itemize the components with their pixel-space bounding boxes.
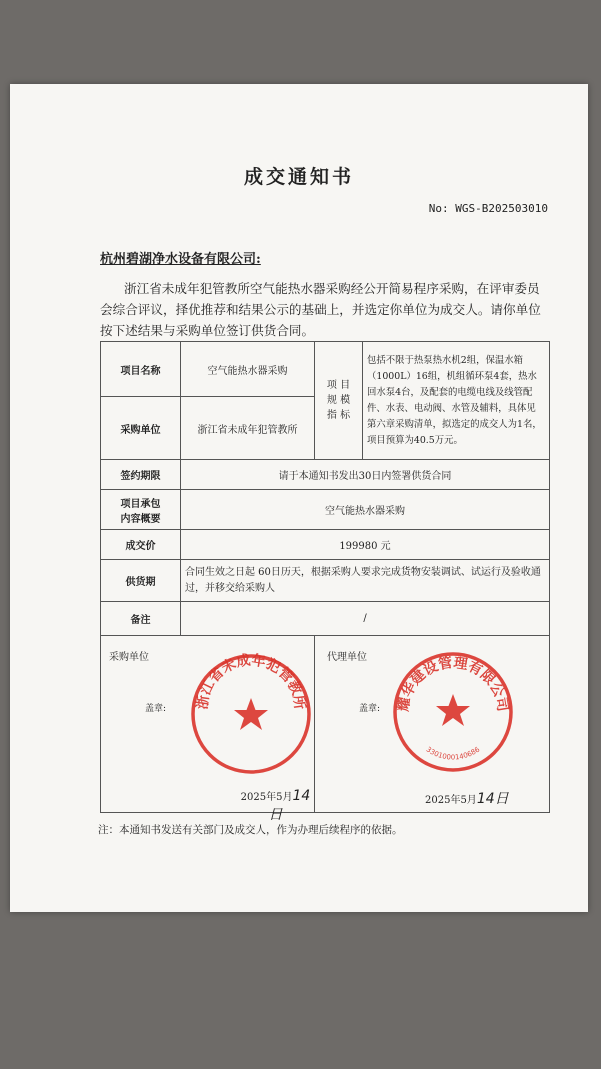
project-scale-label xyxy=(315,342,363,460)
scale-char: 目 xyxy=(340,380,351,391)
sign-period-value: 请于本通知书发出30日内签署供货合同 xyxy=(181,460,550,490)
addressee: 杭州碧湖净水设备有限公司: xyxy=(100,252,261,267)
remark-value: / xyxy=(181,602,550,636)
content-summary-value: 空气能热水器采购 xyxy=(181,490,550,530)
content-label-line: 内容概要 xyxy=(120,513,161,525)
sign-period-label: 签约期限 xyxy=(101,460,181,490)
project-name: 空气能热水器采购 xyxy=(181,342,315,397)
remark-label: 备注 xyxy=(101,602,181,636)
scale-char: 指 xyxy=(326,410,337,421)
price-value: 199980 元 xyxy=(181,530,550,560)
purchaser-value: 浙江省未成年犯管教所 xyxy=(181,397,315,460)
table-row xyxy=(101,530,550,560)
purchaser-date xyxy=(237,788,314,824)
table-row xyxy=(101,636,550,813)
table-row xyxy=(101,602,550,636)
table-row xyxy=(101,460,550,490)
purchaser-seal-cell xyxy=(101,636,315,823)
agent-seal-label: 代理单位 xyxy=(327,652,367,663)
content-summary-label xyxy=(101,490,181,530)
scale-char: 项 xyxy=(326,380,337,391)
stamp-label: 盖章: xyxy=(359,704,381,714)
svg-text:耀华建设管理有限公司: 耀华建设管理有限公司 xyxy=(395,655,511,713)
table-row xyxy=(101,560,550,602)
purchaser-official-seal xyxy=(187,650,315,778)
document-title: 成交通知书 xyxy=(243,166,354,188)
scale-char: 标 xyxy=(340,410,351,421)
handwritten-day: 14日 xyxy=(268,788,311,823)
stamp-label: 盖章: xyxy=(145,704,167,714)
agent-date xyxy=(425,788,509,808)
price-label: 成交价 xyxy=(101,530,181,560)
footnote: 注：本通知书发送有关部门及成交人，作为办理后续程序的依据。 xyxy=(98,824,403,836)
notice-document xyxy=(10,84,588,912)
svg-text:浙江省未成年犯管教所: 浙江省未成年犯管教所 xyxy=(194,652,308,711)
date-text: 2025年5月 xyxy=(425,795,477,806)
svg-text:3301000140686: 3301000140686 xyxy=(424,745,482,762)
intro-paragraph: 浙江省未成年犯管教所空气能热水器采购经公开简易程序采购，在评审委员会综合评议，择优推荐和结果公示的基础上，并选定你单位为成交人。请你单位按下述结果与采购单位签订供货合同。 xyxy=(100,281,541,338)
purchaser-seal-label: 采购单位 xyxy=(109,652,149,663)
table-row xyxy=(101,490,550,530)
handwritten-day: 14日 xyxy=(476,791,509,807)
award-table xyxy=(100,341,550,823)
project-name-label: 项目名称 xyxy=(101,342,181,397)
project-scale-description: 包括不限于热泵热水机2组，保温水箱（1000L）16组，机组循环泵4套，热水回水泵4台，及配套的电缆电线及线管配件、水表、电动阀、水管及辅料，具体见第六章采购清单，拟选定的成交人为1名，项目预算为40.5万元。 xyxy=(363,342,550,460)
agent-seal-cell xyxy=(315,636,550,813)
agent-official-seal xyxy=(389,648,517,776)
scale-char: 规 xyxy=(326,395,337,406)
supply-period-label: 供货期 xyxy=(101,560,181,602)
purchaser-label: 采购单位 xyxy=(101,397,181,460)
supply-period-value: 合同生效之日起 60日历天，根据采购人要求完成货物安装调试、试运行及验收通过，并移交给采购人 xyxy=(181,560,550,602)
date-text: 2025年5月 xyxy=(240,792,293,803)
content-label-line: 项目承包 xyxy=(120,498,161,510)
scale-char: 模 xyxy=(340,395,351,406)
table-row xyxy=(101,342,550,397)
document-number: No: WGS-B202503010 xyxy=(428,202,548,215)
